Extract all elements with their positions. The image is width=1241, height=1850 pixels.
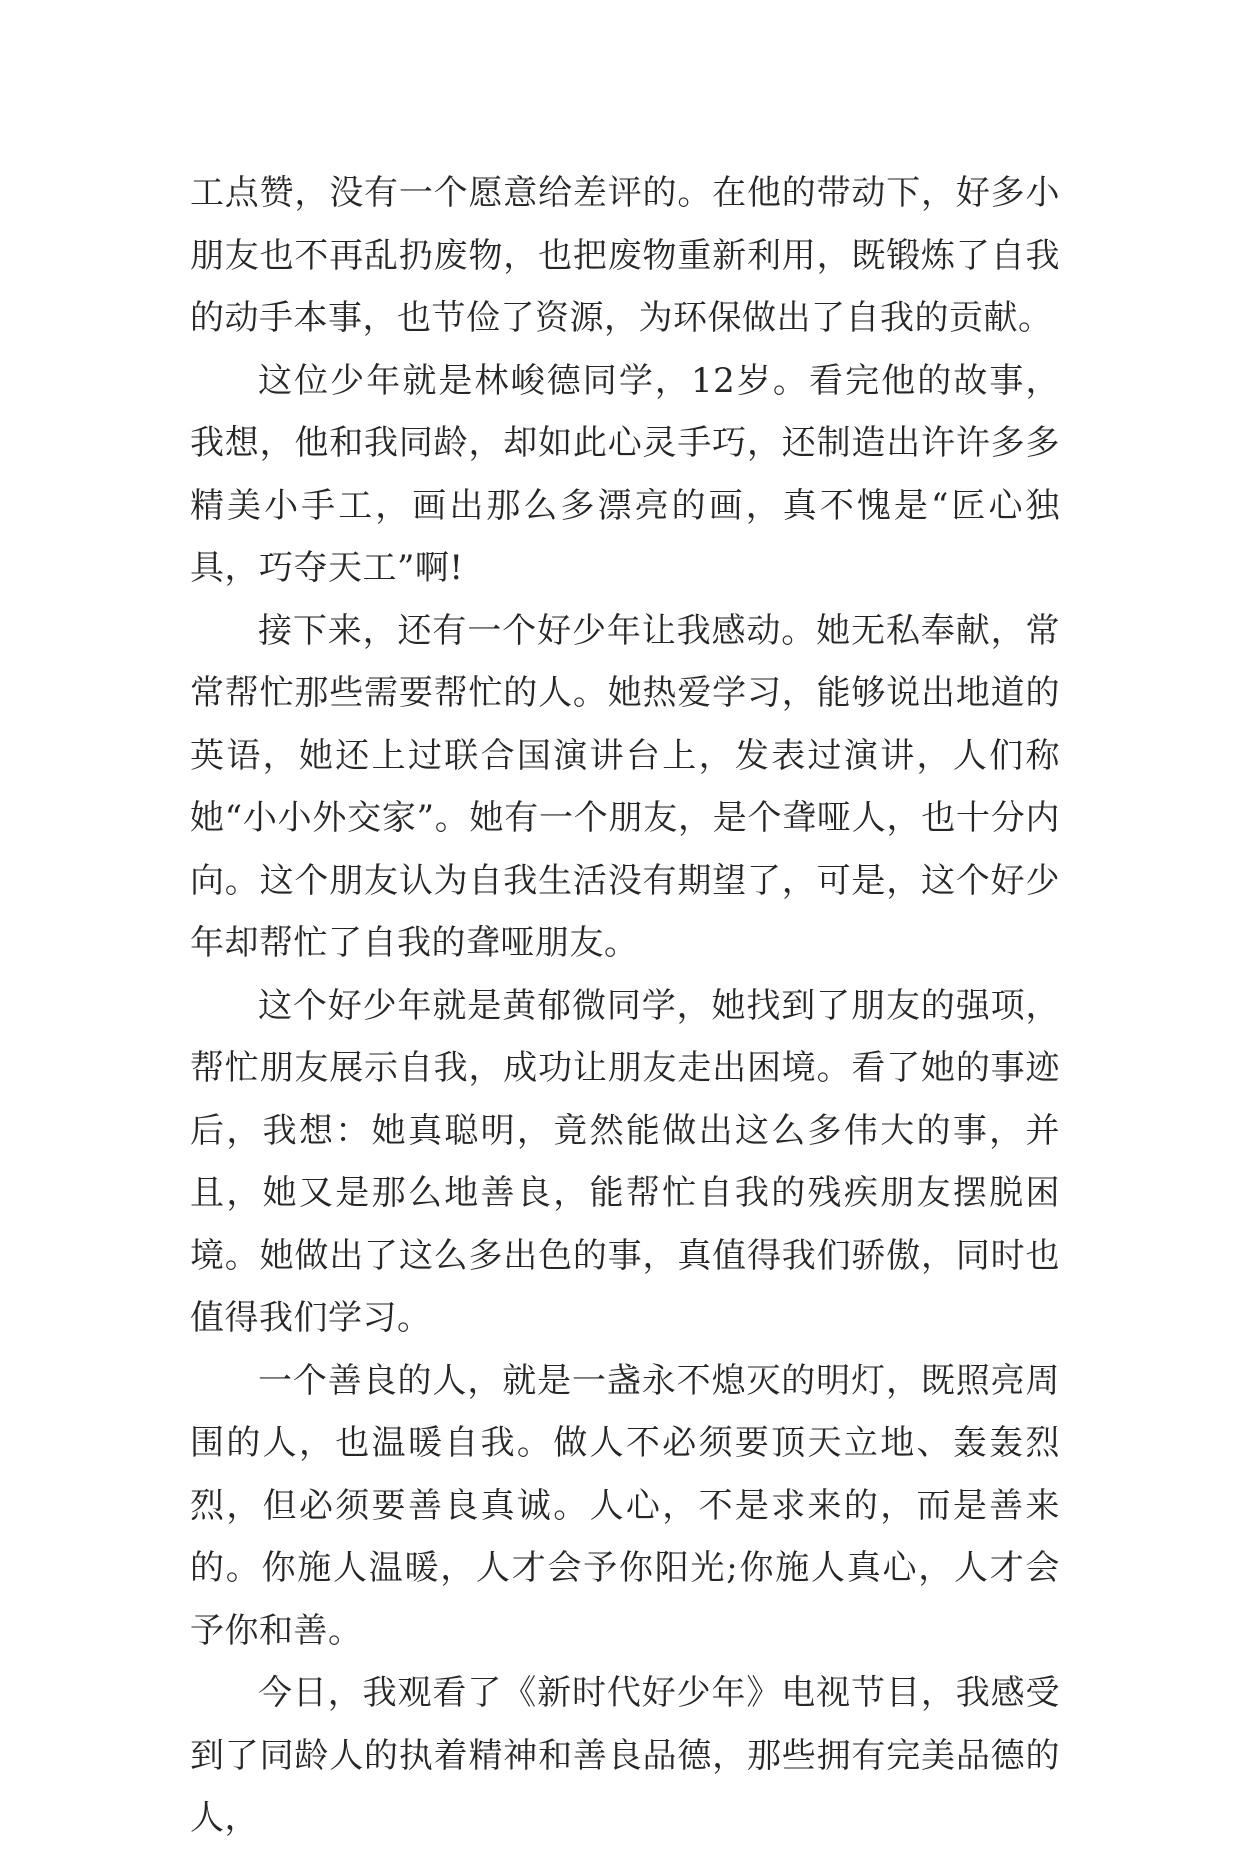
paragraph-3: 接下来，还有一个好少年让我感动。她无私奉献，常常帮忙那些需要帮忙的人。她热爱学习，能够说出地道的英语，她还上过联合国演讲台上，发表过演讲，人们称她“小小外交家”。她有一个朋友，是个聋哑人，也十分内向。这个朋友认为自我生活没有期望了，可是，这个好少年却帮忙了自我的聋哑朋友。 <box>190 610 1060 963</box>
document-body <box>190 162 1060 1850</box>
paragraph-1: 工点赞，没有一个愿意给差评的。在他的带动下，好多小朋友也不再乱扔废物，也把废物重新利用，既锻炼了自我的动手本事，也节俭了资源，为环保做出了自我的贡献。 <box>190 173 1060 338</box>
paragraph-5: 一个善良的人，就是一盏永不熄灭的明灯，既照亮周围的人，也温暖自我。做人不必须要顶天立地、轰轰烈烈，但必须要善良真诚。人心，不是求来的，而是善来的。你施人温暖，人才会予你阳光;你施人真心，人才会予你和善。 <box>190 1360 1060 1651</box>
paragraph-2: 这位少年就是林峻德同学，12岁。看完他的故事，我想，他和我同龄，却如此心灵手巧，还制造出许许多多精美小手工，画出那么多漂亮的画，真不愧是“匠心独具，巧夺天工”啊! <box>190 360 1060 588</box>
paragraph-6: 今日，我观看了《新时代好少年》电视节目，我感受到了同龄人的执着精神和善良品德，那些拥有完美品德的人， <box>190 1673 1060 1838</box>
paragraph-4: 这个好少年就是黄郁微同学，她找到了朋友的强项，帮忙朋友展示自我，成功让朋友走出困境。看了她的事迹后，我想：她真聪明，竟然能做出这么多伟大的事，并且，她又是那么地善良，能帮忙自我的残疾朋友摆脱困境。她做出了这么多出色的事，真值得我们骄傲，同时也值得我们学习。 <box>190 985 1060 1338</box>
